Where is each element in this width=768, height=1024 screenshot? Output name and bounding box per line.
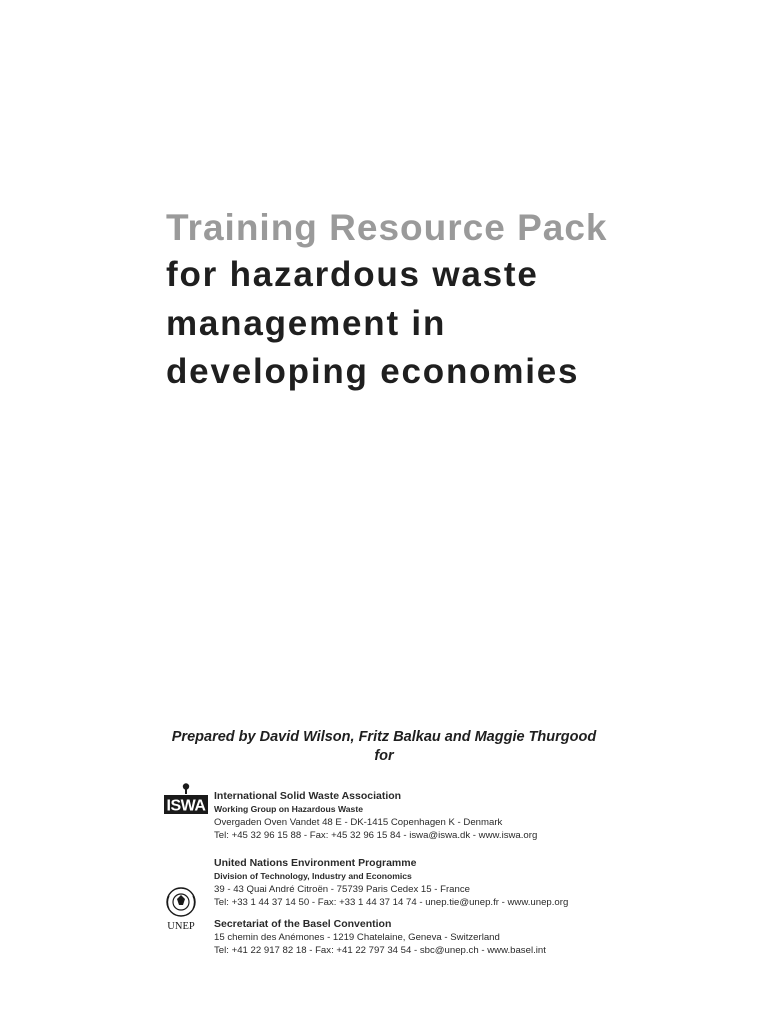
title-line-4: developing economies: [166, 352, 580, 391]
title-line-2: for hazardous waste: [166, 255, 539, 294]
iswa-logo-icon: [164, 782, 208, 816]
org-iswa-contact: Tel: +45 32 96 15 88 - Fax: +45 32 96 15 84 - iswa@iswa.dk - www.iswa.org: [214, 830, 538, 841]
org-basel-name: Secretariat of the Basel Convention: [214, 918, 392, 930]
prepared-by-authors: Prepared by David Wilson, Fritz Balkau and Maggie Thurgood: [171, 729, 597, 745]
title-line-1: Training Resource Pack: [166, 207, 608, 248]
org-iswa-sub: Working Group on Hazardous Waste: [214, 804, 363, 814]
org-unep-contact: Tel: +33 1 44 37 14 50 - Fax: +33 1 44 37 14 74 - unep.tie@unep.fr - www.unep.org: [214, 897, 569, 908]
subtitle: [166, 251, 726, 397]
org-unep-name: United Nations Environment Programme: [214, 857, 417, 869]
org-unep-sub: Division of Technology, Industry and Economics: [214, 871, 412, 881]
title-line-3: management in: [166, 303, 447, 343]
org-basel: [214, 917, 546, 957]
prepared-for: for: [374, 748, 394, 764]
iswa-logo-text: ISWA: [166, 797, 206, 815]
org-basel-contact: Tel: +41 22 917 82 18 - Fax: +41 22 797 34 54 - sbc@unep.ch - www.basel.int: [214, 945, 546, 956]
prepared-by: [150, 728, 618, 766]
org-iswa-address: Overgaden Oven Vandet 48 E - DK-1415 Copenhagen K - Denmark: [214, 817, 503, 828]
unep-logo-text: UNEP: [167, 921, 195, 931]
document-title: [166, 205, 726, 397]
org-iswa-name: International Solid Waste Association: [214, 790, 402, 802]
org-iswa: [214, 789, 537, 842]
unep-logo-icon: [160, 885, 202, 931]
org-basel-address: 15 chemin des Anémones - 1219 Chatelaine, Geneva - Switzerland: [214, 932, 500, 943]
org-unep: [214, 856, 568, 909]
org-unep-address: 39 - 43 Quai André Citroën - 75739 Paris Cedex 15 - France: [214, 884, 470, 895]
